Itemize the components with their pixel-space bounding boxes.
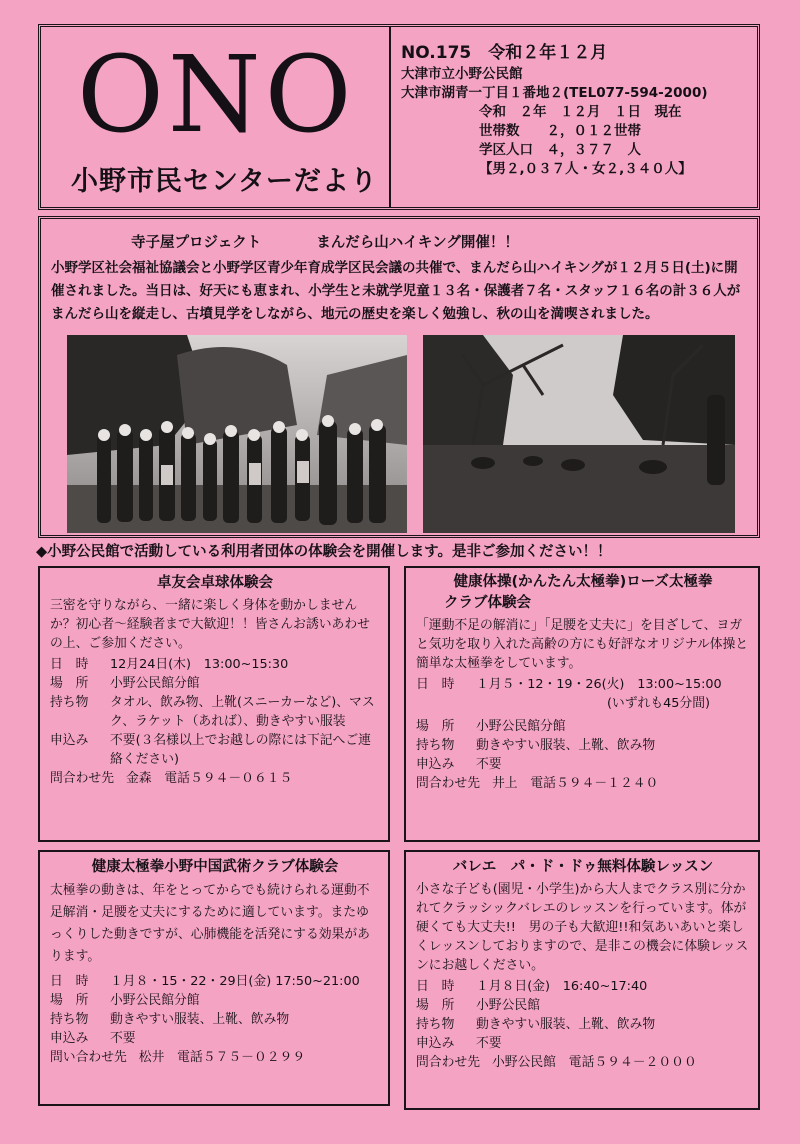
place-value: 小野公民館分館 [476,719,566,734]
card-place [50,674,380,693]
feature-headline: まんだら山ハイキング開催！！ [316,235,519,251]
issue-info [401,41,708,179]
place-value: 小野公民館分館 [110,676,200,691]
bring-value: 動きやすい服装、上靴、飲み物 [476,1017,656,1032]
place-label: 場 所 [416,998,455,1013]
card-apply [50,1029,380,1048]
event-card-rose-taichi [404,566,760,842]
stats-date: 令和 ２年 １２月 １日 現在 [479,104,682,120]
card-datetime [416,977,750,996]
feature-article [38,216,760,538]
card-title: 健康太極拳小野中国武術クラブ体験会 [91,859,339,875]
contact-label: 問合わせ先 [416,776,480,791]
datetime-label: 日 時 [416,677,455,692]
card-datetime [50,972,380,991]
contact-label: 問い合わせ先 [50,1050,127,1065]
card-intro: 三密を守りながら、一緒に楽しく身体を動かしませんか？初心者～経験者まで大歓迎！！皆さんお誘いあわせの上、ご参加ください。 [50,598,370,651]
contact-value: 松井 電話５７５－０２９９ [138,1050,306,1065]
apply-label: 申込み [416,1036,455,1051]
events-notice: ◆小野公民館で活動している利用者団体の体験会を開催します。是非ご参加ください！！ [36,544,612,560]
issue-number: NO.175 令和２年１２月 [401,43,608,63]
card-place [416,996,750,1015]
contact-label: 問合わせ先 [416,1055,480,1070]
card-contact [416,1053,750,1072]
card-bring [50,1010,380,1029]
apply-label: 申込み [50,1031,89,1046]
apply-value: 不要 [476,757,502,772]
feature-project: 寺子屋プロジェクト [131,235,262,251]
event-card-ballet [404,850,760,1110]
feature-body: 小野学区社会福祉協議会と小野学区青少年育成学区民会議の共催で、まんだら山ハイキングが１２月５日(土)に開催されました。当日は、好天にも恵まれ、小学生と未就学児童１３名・保護者７名・スタッフ１６名の計３６人がまんだら山を縦走し、古墳見学をしながら、地元の歴史を楽しく勉強し、秋の山を満喫されました。 [51,260,741,322]
card-apply [416,755,750,774]
place-label: 場 所 [50,993,89,1008]
address: 大津市湖青一丁目１番地２(TEL077-594-2000) [401,85,708,101]
place-label: 場 所 [50,676,89,691]
bring-value: タオル、飲み物、上靴(スニーカーなど)、マスク、ラケット（あれば）、動きやすい服装 [110,695,375,729]
feature-heading [131,231,519,252]
bring-value: 動きやすい服装、上靴、飲み物 [476,738,656,753]
card-contact [416,774,750,793]
datetime-value: １月５・12・19・26(火) 13:00~15:00 [476,677,722,692]
card-title-line2: クラブ体験会 [444,595,531,611]
datetime-label: 日 時 [50,974,89,989]
bring-label: 持ち物 [50,695,89,710]
publisher: 大津市立小野公民館 [401,66,523,82]
card-intro: 太極拳の動きは、年をとってからでも続けられる運動不足解消・足腰を丈夫にするために適しています。またゆっくりした動きですが、心肺機能を活発にする効果があります。 [50,883,370,964]
stats-breakdown: 【男２,０３７人・女２,３４０人】 [479,161,692,177]
card-bring [416,1015,750,1034]
bring-label: 持ち物 [416,738,455,753]
card-bring [50,693,380,731]
contact-value: 井上 電話５９４－１２４０ [491,776,659,791]
place-value: 小野公民館 [476,998,540,1013]
population-stats [401,103,708,179]
card-apply [50,731,380,769]
apply-label: 申込み [50,733,89,748]
contact-label: 問合わせ先 [50,771,114,786]
card-title: 健康体操(かんたん太極拳)ローズ太極拳 [453,574,713,590]
datetime-value: １月８・15・22・29日(金) 17:50~21:00 [110,974,360,989]
datetime-label: 日 時 [50,657,89,672]
masthead-subtitle: 小野市民センターだより [71,166,378,197]
card-intro: 小さな子ども(園児・小学生)から大人までクラス別に分かれてクラッシックバレエのレッスンを行っています。体が硬くても大丈夫!! 男の子も大歓迎!!和気あいあいと楽しくレッスンしておりますので、是非この機会に体験レッスンにお越しください。 [416,882,749,973]
card-contact [50,769,380,788]
contact-value: 小野公民館 電話５９４－２０００ [491,1055,697,1070]
picnic-photo [423,335,735,533]
masthead-logo: ONO [77,33,356,156]
datetime-label: 日 時 [416,979,455,994]
datetime-value: １月８日(金) 16:40~17:40 [476,979,648,994]
card-bring [416,736,750,755]
apply-value: 不要 [476,1036,502,1051]
card-title: 卓友会卓球体験会 [157,575,273,591]
bring-value: 動きやすい服装、上靴、飲み物 [110,1012,290,1027]
bring-label: 持ち物 [50,1012,89,1027]
apply-value: 不要 [110,1031,136,1046]
apply-value: 不要(３名様以上でお越しの際には下記へご連絡ください) [110,733,371,767]
bring-label: 持ち物 [416,1017,455,1032]
event-card-table-tennis [38,566,390,842]
card-place [416,717,750,736]
event-card-wushu-taichi [38,850,390,1106]
apply-label: 申込み [416,757,455,772]
place-label: 場 所 [416,719,455,734]
place-value: 小野公民館分館 [110,993,200,1008]
card-apply [416,1034,750,1053]
stats-households: 世帯数 ２，０１２世帯 [479,123,641,139]
card-place [50,991,380,1010]
datetime-value: 12月24日(木) 13:00~15:30 [110,657,289,672]
card-intro: 「運動不足の解消に」「足腰を丈夫に」を目ざして、ヨガと気功を取り入れた高齢の方にも好評なオリジナル体操と簡単な太極拳をしています。 [416,618,749,671]
masthead [38,24,760,210]
title-block [41,27,391,207]
card-datetime [50,655,380,674]
datetime-note: (いずれも45分間) [606,696,710,711]
contact-value: 金森 電話５９４－０６１５ [125,771,293,786]
card-contact [50,1048,380,1067]
card-datetime [416,675,750,694]
card-title: バレエ パ・ド・ドゥ無料体験レッスン [452,859,714,875]
stats-population: 学区人口 ４，３７７ 人 [479,142,641,158]
group-photo [67,335,407,533]
